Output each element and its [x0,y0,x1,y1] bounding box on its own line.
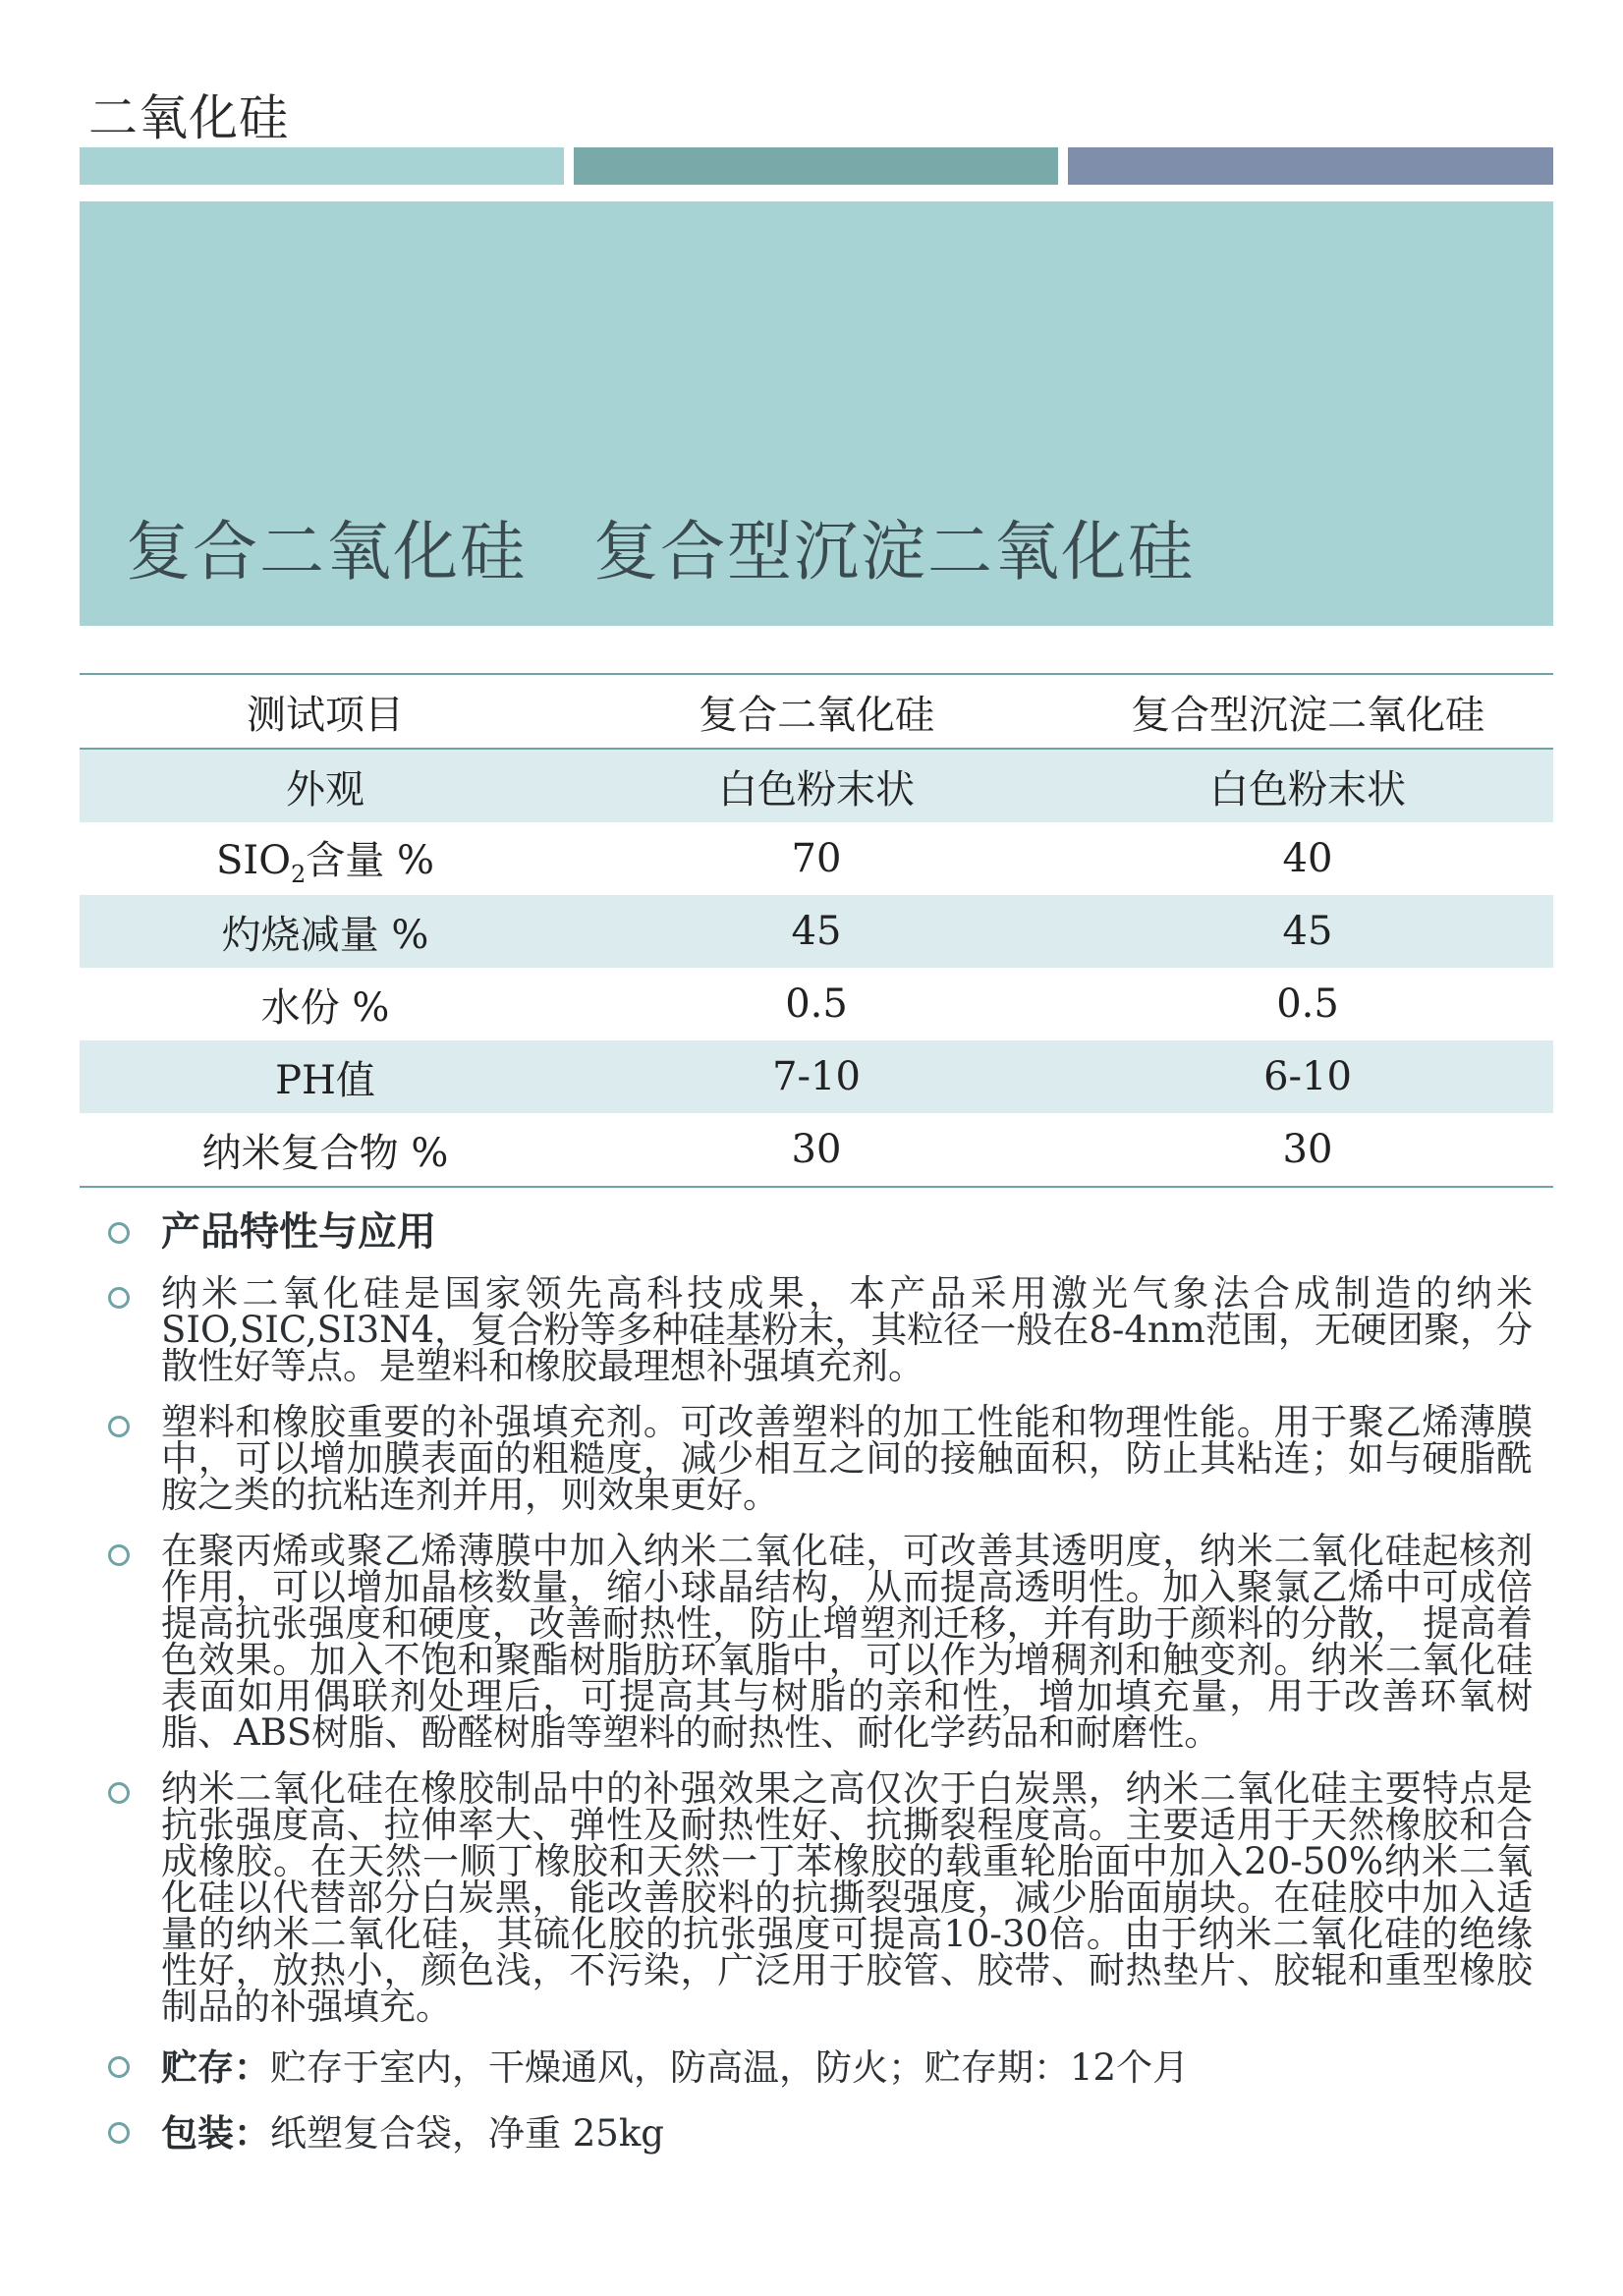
table-cell: PH值 [80,1040,571,1113]
table-cell: 外观 [80,749,571,822]
paragraph: 塑料和橡胶重要的补强填充剂。可改善塑料的加工性能和物理性能。用于聚乙烯薄膜中，可以增加膜表面的粗糙度，减少相互之间的接触面积，防止其粘连；如与硬脂酰胺之类的抗粘连剂并用，则效果更好。 [161,1401,1533,1516]
circle-bullet-icon [108,1782,130,1804]
table-cell: 灼烧减量 % [80,895,571,968]
table-row [80,822,1553,895]
table-cell: 纳米复合物 % [201,1130,449,1176]
storage-label: 贮存： [161,2045,270,2089]
spec-table [80,673,1553,1188]
accent-bar-1 [80,147,564,185]
table-cell [80,822,571,895]
paragraph: 在聚丙烯或聚乙烯薄膜中加入纳米二氧化硅，可改善其透明度，纳米二氧化硅起核剂作用，可以增加晶核数量，缩小球晶结构，从而提高透明性。加入聚氯乙烯中可成倍提高抗张强度和硬度，改善耐热性，防止增塑剂迁移，并有助于颜料的分散， 提高着色效果。加入不饱和聚酯树脂肪环氧脂中，可以作为增稠剂和触变剂。纳米二氧化硅表面如用偶联剂处理后，可提高其与树脂的亲和性，增加填充量，用于改善环氧树脂、ABS树脂、酚醛树脂等塑料的耐热性、耐化学药品和耐磨性。 [161,1530,1533,1754]
features-section [108,1208,1533,2176]
circle-bullet-icon [108,1416,130,1437]
table-cell: 水份 % [260,984,390,1031]
table-header-row [80,674,1553,749]
table-row [80,895,1553,968]
page-title: 二氧化硅 [88,89,289,146]
table-cell: 45 [571,895,1062,968]
accent-bars [80,147,1553,185]
table-cell: 7-10 [571,1040,1062,1113]
table-row [80,1113,1553,1187]
table-row [80,1040,1553,1113]
circle-bullet-icon [108,1544,130,1566]
table-row [80,749,1553,822]
accent-bar-2 [574,147,1058,185]
storage-item [108,2044,1533,2091]
list-item [108,1530,1533,1754]
hero-banner [80,201,1553,626]
table-row [80,968,1553,1040]
packaging-label: 包装： [161,2111,270,2155]
storage-text [161,2044,1189,2091]
table-cell: 45 [1062,895,1553,968]
packaging-item [108,2110,1533,2156]
list-item [108,1401,1533,1516]
accent-bar-3 [1068,147,1553,185]
circle-bullet-icon [108,1222,130,1244]
hero-title: 复合二氧化硅 复合型沉淀二氧化硅 [126,514,1195,589]
packaging-text [161,2110,664,2156]
table-cell: 70 [791,836,842,881]
table-cell: 白色粉末状 [1062,749,1553,822]
table-cell: 0.5 [1276,981,1339,1027]
packaging-value: 纸塑复合袋，净重 25kg [270,2112,664,2155]
section-heading-item [108,1208,1533,1256]
content-label: 含量 % [306,838,434,883]
sio2-label: SIO [215,838,291,883]
table-cell: 0.5 [785,981,848,1027]
table-header-cell: 复合型沉淀二氧化硅 [1062,674,1553,749]
circle-bullet-icon [108,2122,130,2144]
paragraph: 纳米二氧化硅是国家领先高科技成果，本产品采用激光气象法合成制造的纳米SIO,SIC,SI3N4，复合粉等多种硅基粉末，其粒径一般在8-4nm范围，无硬团聚，分散性好等点。是塑料和橡胶最理想补强填充剂。 [161,1272,1533,1387]
circle-bullet-icon [108,2056,130,2078]
list-item [108,1272,1533,1387]
table-cell: 6-10 [1062,1040,1553,1113]
subscript: 2 [290,861,307,888]
paragraph: 纳米二氧化硅在橡胶制品中的补强效果之高仅次于白炭黑，纳米二氧化硅主要特点是抗张强度高、拉伸率大、弹性及耐热性好、抗撕裂程度高。主要适用于天然橡胶和合成橡胶。在天然一顺丁橡胶和天然一丁苯橡胶的载重轮胎面中加入20-50%纳米二氧化硅以代替部分白炭黑，能改善胶料的抗撕裂强度，减少胎面崩块。在硅胶中加入适量的纳米二氧化硅，其硫化胶的抗张强度可提高10-30倍。由于纳米二氧化硅的绝缘性好，放热小，颜色浅，不污染，广泛用于胶管、胶带、耐热垫片、胶辊和重型橡胶制品的补强填充。 [161,1767,1533,2028]
table-cell: 白色粉末状 [571,749,1062,822]
list-item [108,1767,1533,2028]
table-cell: 30 [791,1127,842,1172]
table-header-cell: 复合二氧化硅 [571,674,1062,749]
circle-bullet-icon [108,1287,130,1309]
table-cell: 40 [1282,836,1333,881]
table-header-cell: 测试项目 [80,674,571,749]
section-heading: 产品特性与应用 [161,1208,436,1255]
storage-value: 贮存于室内，干燥通风，防高温，防火；贮存期：12个月 [270,2046,1190,2089]
table-cell: 30 [1282,1127,1333,1172]
